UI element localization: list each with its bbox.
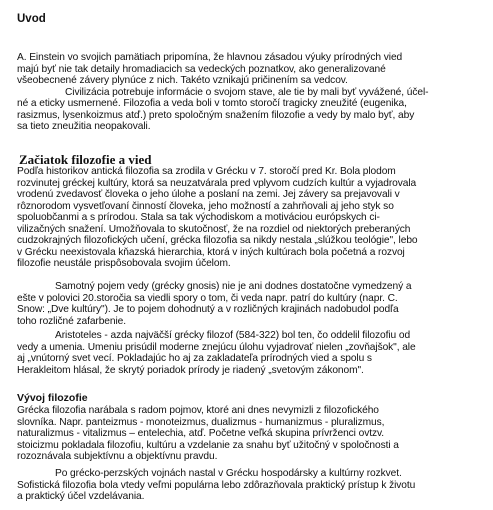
text-line: v Grécku neexistovala kňazská hierarchia, ktorá v iných kultúrach bola početná a rozvoj	[17, 246, 405, 258]
text-line: Sofistická filozofia bola vtedy veľmi populárna lebo zdôrazňovala praktický prístup k životu	[17, 479, 416, 491]
text-line: Samotný pojem vedy (grécky gnosis) nie je ani dodnes dostatočne vymedzený a	[55, 281, 412, 292]
section-heading-intro: Uvod	[17, 13, 46, 25]
text-line: vrodenú zvedavosť človeka o jeho úlohe a poslaní na zemi. Jej závery sa prejavovali v	[17, 189, 400, 200]
text-line: né a eticky usmernené. Filozofia a veda boli v tomto storočí tragicky zneužité (eugenika,	[17, 98, 407, 109]
paragraph-intro	[17, 52, 487, 133]
text-line: Aristoteles - azda najväčší grécky filozof (584-322) bol ten, čo oddelil filozofiu od	[55, 330, 411, 341]
text-line: vedy a umenia. Umeniu prisúdil moderne znejúcu úlohu vyjadrovať nielen „zovňajšok", ale	[17, 341, 416, 353]
text-line: rozvinutej gréckej kultúry, ktorá sa neuzatvárala pred vplyvom cudzích kultúr a vyjadrovala	[17, 177, 417, 189]
text-line: ešte v polovici 20.storočia sa viedli spory o tom, či veda napr. patrí do kultúry (napr. C.	[17, 292, 398, 304]
text-line: Herakleitom hlásal, že skrytý poriadok prírody je riadený „svetovým zákonom".	[17, 364, 364, 376]
text-line: aj „vnútorný svet vecí. Pokladajúc ho aj za zakladateľa prírodných vied a spolu s	[17, 353, 372, 364]
text-line: rasizmus, lysenkoizmus atď.) preto spoločným snažením filozofie a vedy by malo byť, aby	[17, 109, 415, 121]
section-heading-start: Začiatok filozofie a vied	[19, 152, 152, 167]
text-line: Civilizácia potrebuje informácie o svojom stave, ale tie by mali byť vyvážené, účel-	[65, 86, 429, 98]
text-line: rôznorodom vysvetľovaní činností človeka, jeho možností a zahrňovali aj jeho styk so	[17, 200, 394, 212]
text-line: slovníka. Napr. panteizmus - monoteizmus, dualizmus - humanizmus - pluralizmus,	[17, 416, 385, 428]
text-line: Podľa historikov antická filozofia sa zrodila v Grécku v 7. storočí pred Kr. Bola plodom	[17, 166, 396, 177]
text-line: sa tieto zneužitia neopakovali.	[17, 121, 151, 132]
text-line: filozofie neustále prispôsobovala svojim účelom.	[17, 258, 231, 269]
text-line: rozoznávala subjektívnu a objektívnu pravdu.	[17, 451, 218, 462]
text-line: všeobecnené závery plynúce z nich. Takéto vznikajú pričinením sa vedcov.	[17, 75, 348, 86]
text-line: a praktický účel vzdelávania.	[17, 491, 145, 502]
paragraph-development-1	[17, 405, 487, 463]
text-line: naturalizmus - vitalizmus – entelechia, atď. Početne veľká skupina prívrženci ovtzv.	[17, 428, 384, 439]
text-line: majú byť nie tak detaily hromadiacich sa vedeckých poznatkov, ako generalizované	[17, 63, 386, 75]
paragraph-start-3	[17, 330, 487, 376]
paragraph-development-2	[17, 468, 487, 503]
text-line: Snow: „Dve kultúry"). Je to pojem dohodnutý a v rozličných krajinách nadobudol podľa	[17, 304, 399, 315]
text-line: Po grécko-perzských vojnách nastal v Grécku hospodársky a kultúrny rozkvet.	[55, 468, 402, 479]
text-line: A. Einstein vo svojich pamätiach pripomína, že hlavnou zásadou výuky prírodných vied	[17, 52, 403, 63]
text-line: stoicizmu pokladala filozofiu, kultúru a vzdelanie za snahu byť užitočný v spoločnosti a	[17, 439, 399, 451]
paragraph-start-2	[17, 281, 487, 327]
text-line: cudzokrajných filozofických učení, grécka filozofia sa nikdy nestala „slúžkou teológie", lebo	[17, 235, 418, 246]
text-line: spoluobčanmi a s prírodou. Stala sa tak východiskom a motiváciou európskych ci-	[17, 212, 380, 223]
text-line: toho rozličné zafarbenie.	[17, 315, 126, 327]
paragraph-start-1	[17, 166, 487, 270]
text-line: vilizačných snažení. Umožňovala to skutočnosť, že na rozdiel od niektorých preberaných	[17, 223, 411, 235]
text-line: Grécka filozofia narábala s radom pojmov, ktoré ani dnes nevymizli z filozofického	[17, 405, 379, 416]
section-heading-development: Vývoj filozofie	[17, 392, 88, 404]
